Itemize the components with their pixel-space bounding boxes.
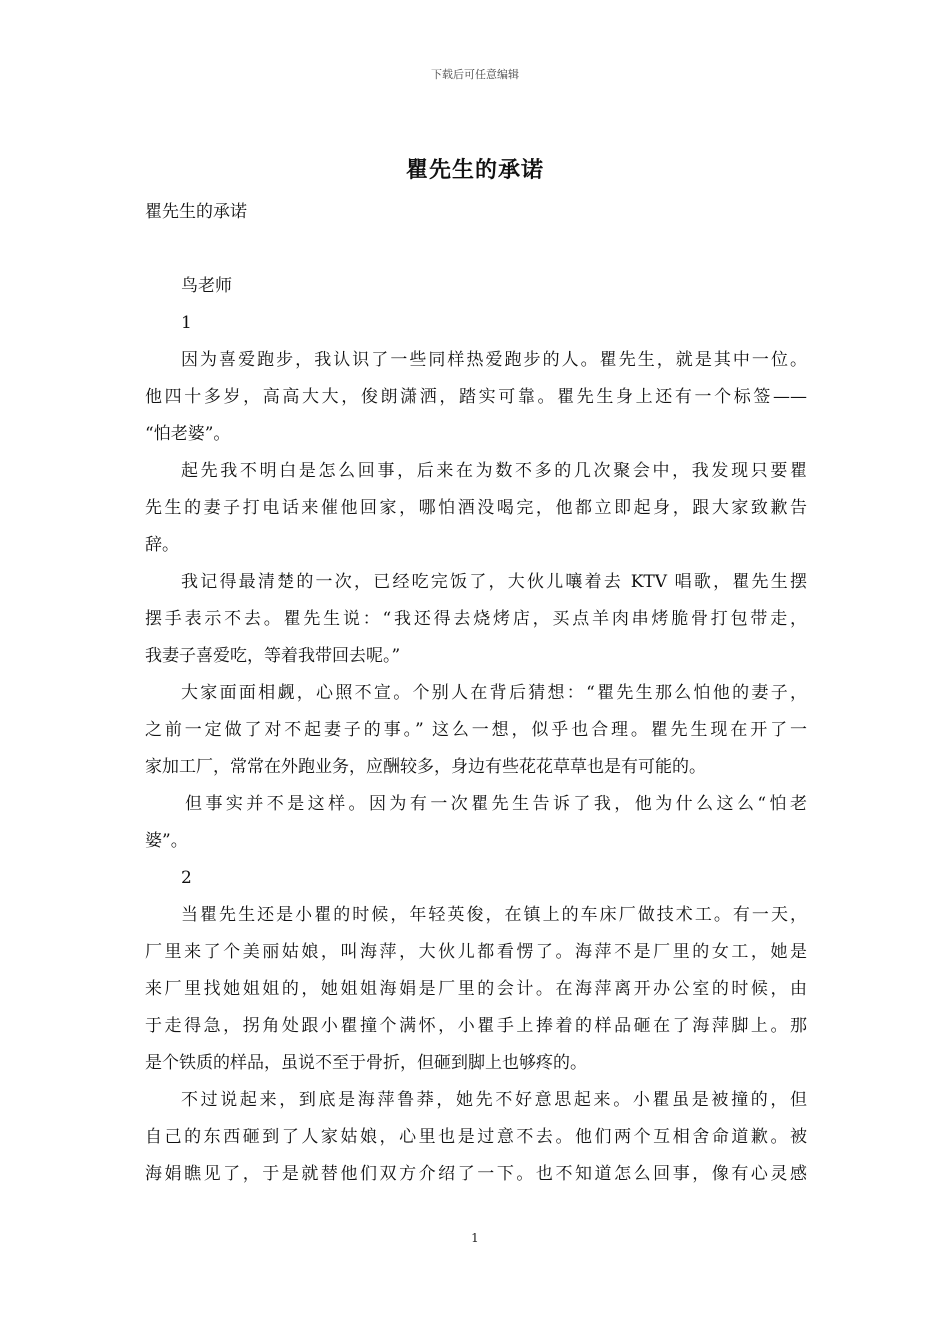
section-number: 1 [181,313,192,333]
paragraph-line: 厂里来了个美丽姑娘，叫海萍，大伙儿都看愣了。海萍不是厂里的女工，她是 [145,942,807,962]
header-note: 下载后可任意编辑 [431,68,519,81]
subtitle-line: 瞿先生的承诺 [145,202,247,222]
blank-line [145,231,807,268]
paragraph-line: 我记得最清楚的一次，已经吃完饭了，大伙儿嚷着去 KTV 唱歌，瞿先生摆 [181,572,807,592]
paragraph-line: 摆手表示不去。瞿先生说：“我还得去烧烤店，买点羊肉串烤脆骨打包带走， [145,609,807,629]
paragraph-line: 我妻子喜爱吃，等着我带回去呢。” [145,646,401,666]
paragraph-line: 之前一定做了对不起妻子的事。” 这么一想，似乎也合理。瞿先生现在开了一 [145,720,807,740]
paragraph-line: “怕老婆”。 [145,424,231,444]
paragraph-line: 先生的妻子打电话来催他回家，哪怕酒没喝完，他都立即起身，跟大家致歉告 [145,498,807,518]
paragraph-line: 但事实并不是这样。因为有一次瞿先生告诉了我，他为什么这么“怕老 [185,794,807,814]
section-number: 2 [181,868,192,888]
paragraph-line: 因为喜爱跑步，我认识了一些同样热爱跑步的人。瞿先生，就是其中一位。 [181,350,807,370]
document-body [145,194,807,1193]
author-line: 鸟老师 [181,276,232,296]
paragraph-line: 大家面面相觑，心照不宣。个别人在背后猜想：“瞿先生那么怕他的妻子， [181,683,807,703]
document-title: 瞿先生的承诺 [405,158,544,183]
paragraph-line: 辞。 [145,535,179,555]
paragraph-line: 婆”。 [145,831,188,851]
paragraph-line: 于走得急，拐角处跟小瞿撞个满怀，小瞿手上捧着的样品砸在了海萍脚上。那 [145,1016,807,1036]
paragraph-line: 家加工厂，常常在外跑业务，应酬较多，身边有些花花草草也是有可能的。 [145,757,706,777]
paragraph-line: 自己的东西砸到了人家姑娘，心里也是过意不去。他们两个互相舍命道歉。被 [145,1127,807,1147]
paragraph-line: 来厂里找她姐姐的，她姐姐海娟是厂里的会计。在海萍离开办公室的时候，由 [145,979,807,999]
paragraph-line: 是个铁质的样品，虽说不至于骨折，但砸到脚上也够疼的。 [145,1053,587,1073]
paragraph-line: 海娟瞧见了，于是就替他们双方介绍了一下。也不知道怎么回事，像有心灵感 [145,1164,807,1184]
paragraph-line: 当瞿先生还是小瞿的时候，年轻英俊，在镇上的车床厂做技术工。有一天， [181,905,807,925]
paragraph-line: 他四十多岁，高高大大，俊朗潇洒，踏实可靠。瞿先生身上还有一个标签—— [145,387,807,407]
page-number: 1 [471,1231,479,1245]
paragraph-line: 不过说起来，到底是海萍鲁莽，她先不好意思起来。小瞿虽是被撞的，但 [181,1090,807,1110]
paragraph-line: 起先我不明白是怎么回事，后来在为数不多的几次聚会中，我发现只要瞿 [181,461,807,481]
